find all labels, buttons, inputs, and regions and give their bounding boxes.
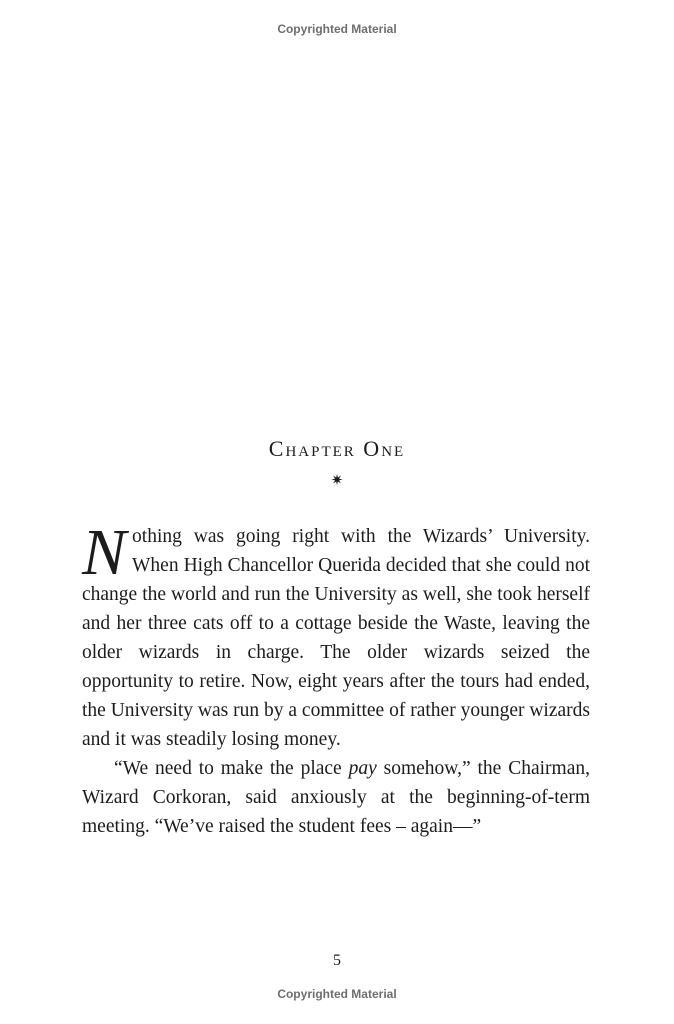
drop-cap: N <box>82 516 127 589</box>
paragraph-1-text: othing was going right with the Wizards’ University. When High Chancellor Querida decided that she could not change the world and run the University as well, she took herself and her three cats off to a cottage beside the Waste, leaving the older wizards in charge. The older wizards seized the opportunity to retire. Now, eight years after the tours had ended, the University was run by a committee of rather younger wizards and it was steadily losing money. <box>82 526 590 750</box>
copyright-watermark-bottom: Copyrighted Material <box>277 987 397 1001</box>
chapter-text <box>82 516 590 841</box>
ornament-star-icon: ✷ <box>330 473 344 489</box>
chapter-heading: Chapter One <box>268 436 406 461</box>
paragraph-2-text-start: “We need to make the place <box>114 758 349 779</box>
paragraph-2-text-end: somehow,” the Chairman, Wizard Corkoran, said anxiously at the beginning-of-term meeting. “We’ve raised the student fees – again—” <box>82 758 590 837</box>
paragraph-1 <box>82 516 590 754</box>
paragraph-2 <box>82 754 590 841</box>
page-number: 5 <box>333 952 341 969</box>
copyright-watermark-top: Copyrighted Material <box>277 22 397 36</box>
emphasis-word: pay <box>348 758 377 779</box>
